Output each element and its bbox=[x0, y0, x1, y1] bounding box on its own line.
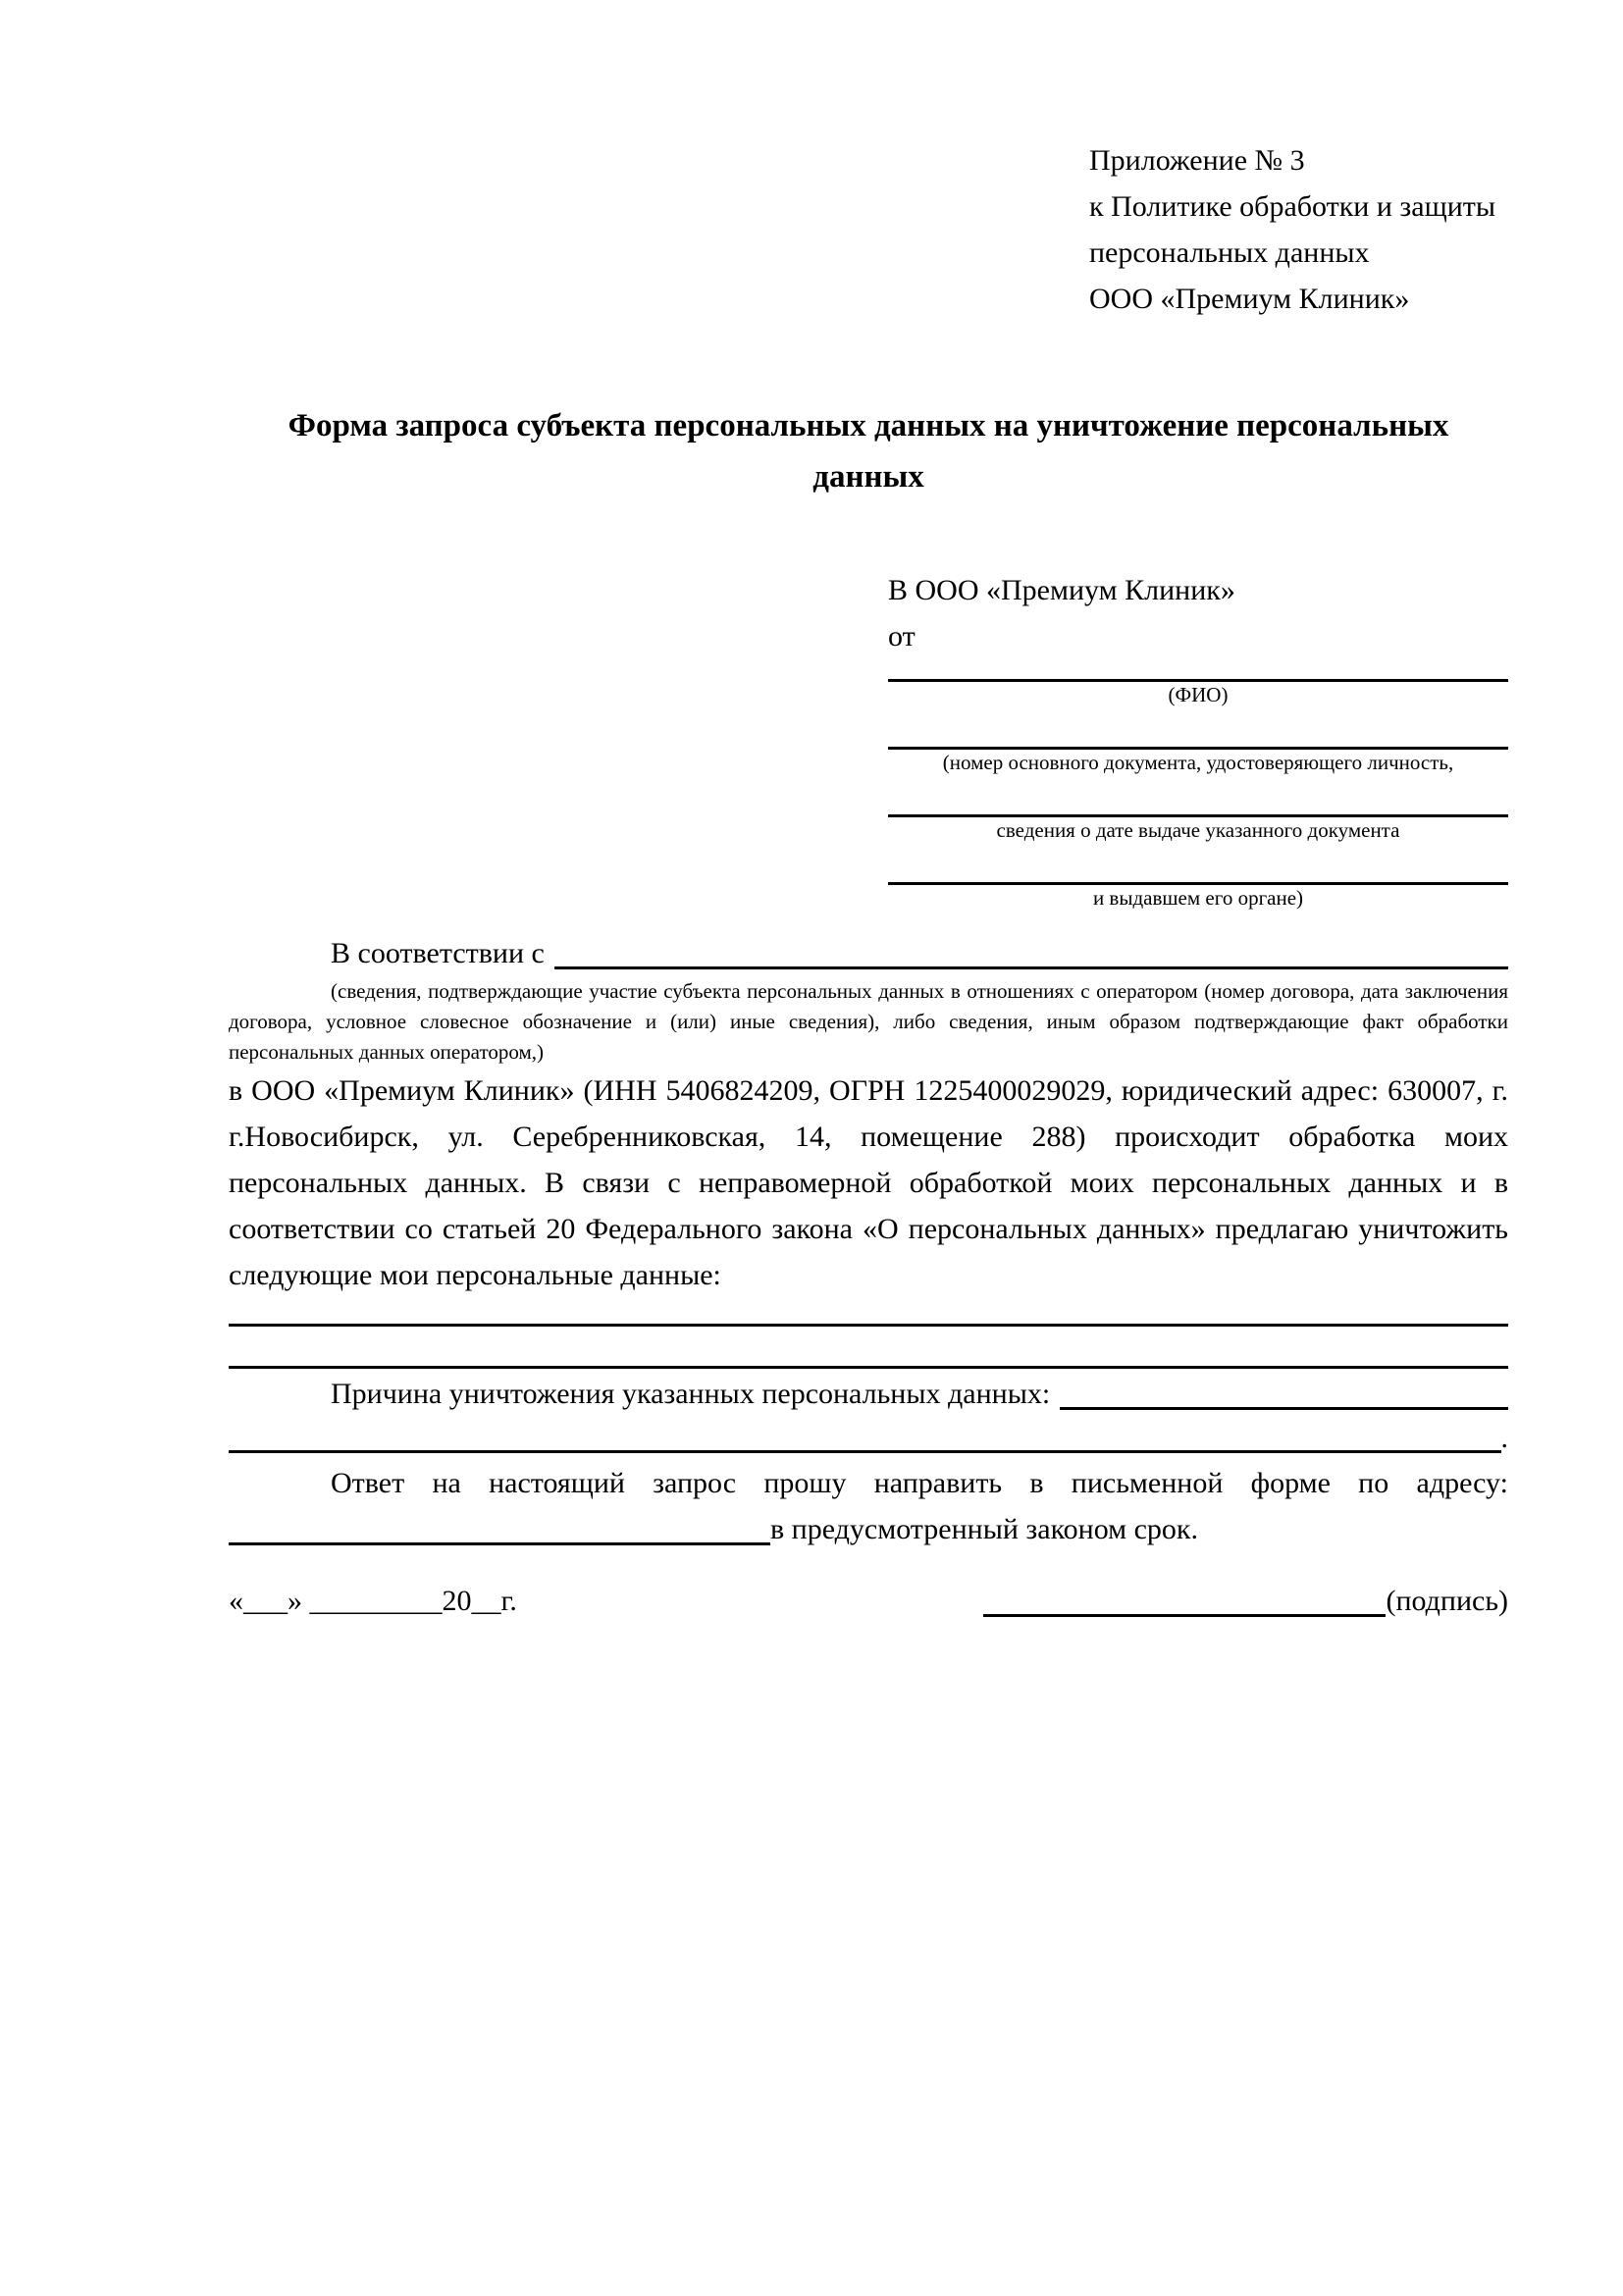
address-blank-line bbox=[229, 1542, 770, 1545]
date-blank: «___» _________20__г. bbox=[229, 1585, 517, 1617]
accordance-note: (сведения, подтверждающие участие субъекта персональных данных в отношениях с оператором (номер договора, дата заключения договора, условное словесное обозначение и (или) иные сведения), либо сведения, иным образом подтверждающие факт обработки персональных данных оператором,) bbox=[229, 979, 1508, 1064]
personal-data-blank-line bbox=[229, 1327, 1508, 1369]
appendix-header-line: Приложение № 3 bbox=[1089, 144, 1305, 177]
date-signature-row bbox=[229, 1578, 1508, 1624]
paragraph-indent bbox=[229, 1371, 331, 1417]
document-title: Форма запроса субъекта персональных данных на уничтожение персональных данных bbox=[288, 408, 1449, 495]
response-tail-text: в предусмотренный законом срок. bbox=[770, 1513, 1198, 1545]
response-paragraph: Ответ на настоящий запрос прошу направить в письменной форме по адресу: bbox=[331, 1467, 1508, 1499]
main-paragraph: в ООО «Премиум Клиник» (ИНН 5406824209, ОГРН 1225400029029, юридический адрес: 630007, г. г.Новосибирск, ул. Серебренниковская, 14, помещение 288) происходит обработка моих персональных данных. В связи с неправомерной обработкой моих персональных данных и в соответствии со статьей 20 Федерального закона «О персональных данных» предлагаю уничтожить следующие мои персональные данные: bbox=[229, 1074, 1508, 1291]
line-terminator: . bbox=[1500, 1422, 1508, 1454]
fio-field bbox=[888, 659, 1508, 707]
document-content bbox=[229, 137, 1508, 1624]
issuing-authority-blank-line bbox=[888, 862, 1508, 885]
addressee-to: В ООО «Премиум Клиник» bbox=[888, 574, 1235, 606]
response-address-row bbox=[229, 1506, 1508, 1552]
appendix-header-line: персональных данных bbox=[1089, 236, 1370, 269]
reason-label: Причина уничтожения указанных персональных данных: bbox=[331, 1378, 1051, 1410]
accordance-blank-line bbox=[554, 966, 1508, 969]
appendix-header-line: ООО «Премиум Клиник» bbox=[1089, 283, 1410, 315]
personal-data-blank-line bbox=[229, 1298, 1508, 1327]
reason-blank-line-2 bbox=[229, 1450, 1501, 1453]
issue-date-field bbox=[888, 795, 1508, 843]
fio-caption: (ФИО) bbox=[1168, 683, 1229, 706]
appendix-header-line: к Политике обработки и защиты bbox=[1089, 190, 1496, 223]
issuing-authority-field bbox=[888, 862, 1508, 911]
reason-row bbox=[229, 1371, 1508, 1417]
issue-date-blank-line bbox=[888, 795, 1508, 817]
fio-blank-line bbox=[888, 659, 1508, 682]
document-number-field bbox=[888, 727, 1508, 775]
appendix-header bbox=[1089, 137, 1511, 322]
accordance-label: В соответствии с bbox=[331, 937, 545, 969]
addressee-from-label: от bbox=[888, 620, 916, 652]
signature-caption: (подпись) bbox=[1386, 1585, 1508, 1617]
document-number-caption: (номер основного документа, удостоверяющего личность, bbox=[942, 751, 1454, 774]
reason-blank-line bbox=[1060, 1407, 1508, 1410]
paragraph-indent bbox=[229, 930, 331, 976]
issue-date-caption: сведения о дате выдаче указанного документа bbox=[996, 818, 1400, 842]
signature-blank-line bbox=[983, 1614, 1386, 1617]
issuing-authority-caption: и выдавшем его органе) bbox=[1092, 886, 1304, 910]
document-number-blank-line bbox=[888, 727, 1508, 750]
addressee-block bbox=[888, 567, 1508, 911]
reason-continuation-row bbox=[229, 1417, 1508, 1460]
signature-group bbox=[983, 1578, 1508, 1624]
accordance-row bbox=[229, 930, 1508, 976]
